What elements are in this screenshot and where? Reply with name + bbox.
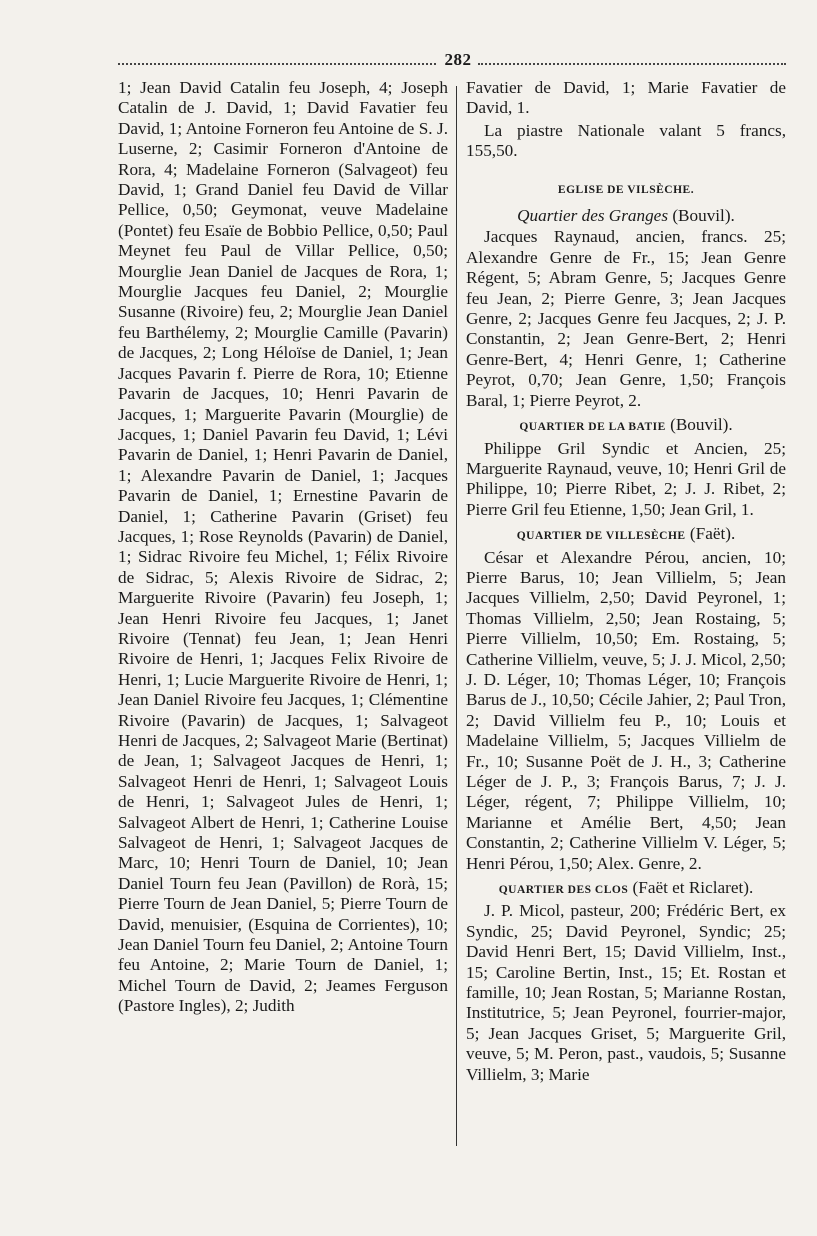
subsection-place: (Faët et Riclaret).	[632, 878, 754, 898]
section-title: EGLISE DE VILSÈCHE.	[557, 183, 695, 196]
left-column	[118, 78, 448, 1017]
subsection-place: (Bouvil).	[670, 415, 733, 435]
page-number: 282	[444, 50, 472, 69]
subsection-text-granges: Jacques Raynaud, ancien, francs. 25; Alexandre Genre de Fr., 15; Jean Genre Régent, 5; Abram Genre, 5; Jacques Genre feu Jean, 2; Pierre Genre, 3; Jean Jacques Genre, 2; Jacques Genre feu Jacques, 2; J. P. Constantin, 2; Jean Genre-Bert, 2; Henri Genre-Bert, 4; Henri Genre, 1; Catherine Peyrot, 0,70; Jean Genre, 1,50; François Baral, 1; Pierre Peyrot, 2.	[466, 227, 786, 410]
page-header	[118, 50, 786, 74]
header-rule-right	[478, 63, 786, 65]
left-column-text: 1; Jean David Catalin feu Joseph, 4; Joseph Catalin de J. David, 1; David Favatier feu David, 1; Antoine Forneron feu Antoine de S. J. Luserne, 2; Casimir Forneron d'Antoine de Rora, 4; Madelaine Forneron (Salvageot) feu David, 1; Grand Daniel feu David de Villar Pellice, 0,50; Geymonat, veuve Madelaine (Pontet) feu Esaïe de Bobbio Pellice, 0,50; Paul Meynet feu Paul de Villar Pellice, 0,50; Mourglie Jean Daniel de Jacques de Rora, 1; Mourglie Jacques feu Daniel, 2; Mourglie Susanne (Rivoire) feu, 2; Mourglie Jean Daniel feu Barthélemy, 2; Mourglie Camille (Pavarin) de Jacques, 2; Long Héloïse de Daniel, 1; Jean Jacques Pavarin f. Pierre de Rora, 10; Etienne Pavarin de Jacques, 10; Henri Pavarin de Jacques, 1; Marguerite Pavarin (Mourglie) de Jacques, 1; Daniel Pavarin feu David, 1; Lévi Pavarin de Daniel, 1; Henri Pavarin de Daniel, 1; Alexandre Pavarin de Daniel, 1; Jacques Pavarin de Daniel, 1; Ernestine Pavarin de Daniel, 1; Catherine Pavarin (Griset) feu Jacques, 1; Rose Reynolds (Pavarin) de Daniel, 1; Sidrac Rivoire feu Michel, 1; Félix Rivoire de Sidrac, 5; Alexis Rivoire de Sidrac, 2; Marguerite Rivoire (Pavarin) feu Joseph, 1; Jean Henri Rivoire feu Jacques, 1; Janet Rivoire (Tennat) feu Jean, 1; Jean Henri Rivoire de Henri, 1; Jacques Felix Rivoire de Henri, 1; Lucie Marguerite Rivoire de Henri, 1; Jean Daniel Rivoire feu Jacques, 1; Clémentine Rivoire (Pavarin) de Jacques, 1; Salvageot Henri de Jacques, 2; Salvageot Marie (Bertinat) de Jean, 1; Salvageot Jacques de Henri, 1; Salvageot Henri de Henri, 1; Salvageot Louis de Henri, 1; Salvageot Jules de Henri, 1; Salvageot Albert de Henri, 1; Catherine Louise Salvageot de Henri, 1; Salvageot Jacques de Marc, 10; Henri Tourn de Daniel, 10; Jean Daniel Tourn feu Jean (Pavillon) de Rorà, 15; Pierre Tourn de Jean Daniel, 5; Pierre Tourn de David, menuisier, (Esquina de Corrientes), 10; Jean Daniel Tourn feu Daniel, 2; Antoine Tourn feu Antoine, 2; Marie Tourn de Daniel, 1; Michel Tourn de David, 2; Jeames Ferguson (Pastore Ingles), 2; Judith	[118, 78, 448, 1016]
continuation-text: Favatier de David, 1; Marie Favatier de David, 1.	[466, 78, 786, 118]
subsection-place: (Faët).	[689, 524, 736, 544]
subsection-name: QUARTIER DE LA BATIE	[519, 421, 666, 434]
subsection-name: QUARTIER DES CLOS	[498, 884, 629, 897]
subsection-text-clos: J. P. Micol, pasteur, 200; Frédéric Bert, ex Syndic, 25; David Peyronel, Syndic; 25; David Henri Bert, 15; David Villielm, Inst., 15; Caroline Bertin, Inst., 15; Et. Rostan et famille, 10; Jean Rostan, 5; Marianne Rostan, Institutrice, 5; Jean Peyronel, fourrier-major, 5; Jean Jacques Griset, 5; Marguerite Gril, veuve, 5; M. Peron, past., vaudois, 5; Susanne Villielm, 3; Marie	[466, 901, 786, 1084]
subsection-text-batie: Philippe Gril Syndic et Ancien, 25; Marguerite Raynaud, veuve, 10; Henri Gril de Philippe, 10; Pierre Ribet, 2; J. J. Ribet, 2; Pierre Gril feu Etienne, 1,50; Jean Gril, 1.	[466, 438, 786, 519]
subsection-heading-clos	[466, 878, 786, 900]
subsection-name: QUARTIER DE VILLESÈCHE	[516, 530, 686, 543]
subsection-place: (Bouvil).	[672, 206, 735, 226]
subsection-name: Quartier des Granges	[517, 206, 669, 226]
subsection-text-villeseche: César et Alexandre Pérou, ancien, 10; Pierre Barus, 10; Jean Villielm, 5; Jean Jacques Villielm, 2,50; David Peyronel, 1; Thomas Villielm, 2,50; Jean Rostaing, 5; Pierre Villielm, 10,50; Em. Rostaing, 5; Catherine Villielm, veuve, 5; J. J. Micol, 2,50; J. D. Léger, 10; Thomas Léger, 10; François Barus de J., 10,50; Cécile Jahier, 2; Paul Tron, 2; David Villielm feu P., 10; Louis et Madelaine Villielm, 5; Jacques Villielm de Fr., 10; Susanne Poët de J. H., 3; Catherine Léger de J. P., 3; François Barus, 7; J. J. Léger, régent, 7; Philippe Villielm, 10; Marianne et Amélie Bert, 4,50; Jean Constantin, 2; Catherine Villielm V. Léger, 5; Henri Pérou, 1,50; Alex. Genre, 2.	[466, 547, 786, 873]
column-divider	[456, 86, 457, 1146]
subsection-heading-villeseche	[466, 524, 786, 546]
subsection-heading-granges	[466, 206, 786, 226]
subsection-heading-batie	[466, 415, 786, 437]
currency-note: La piastre Nationale valant 5 francs, 155,50.	[466, 120, 786, 161]
header-rule-left	[118, 63, 436, 65]
right-column	[466, 78, 786, 1085]
